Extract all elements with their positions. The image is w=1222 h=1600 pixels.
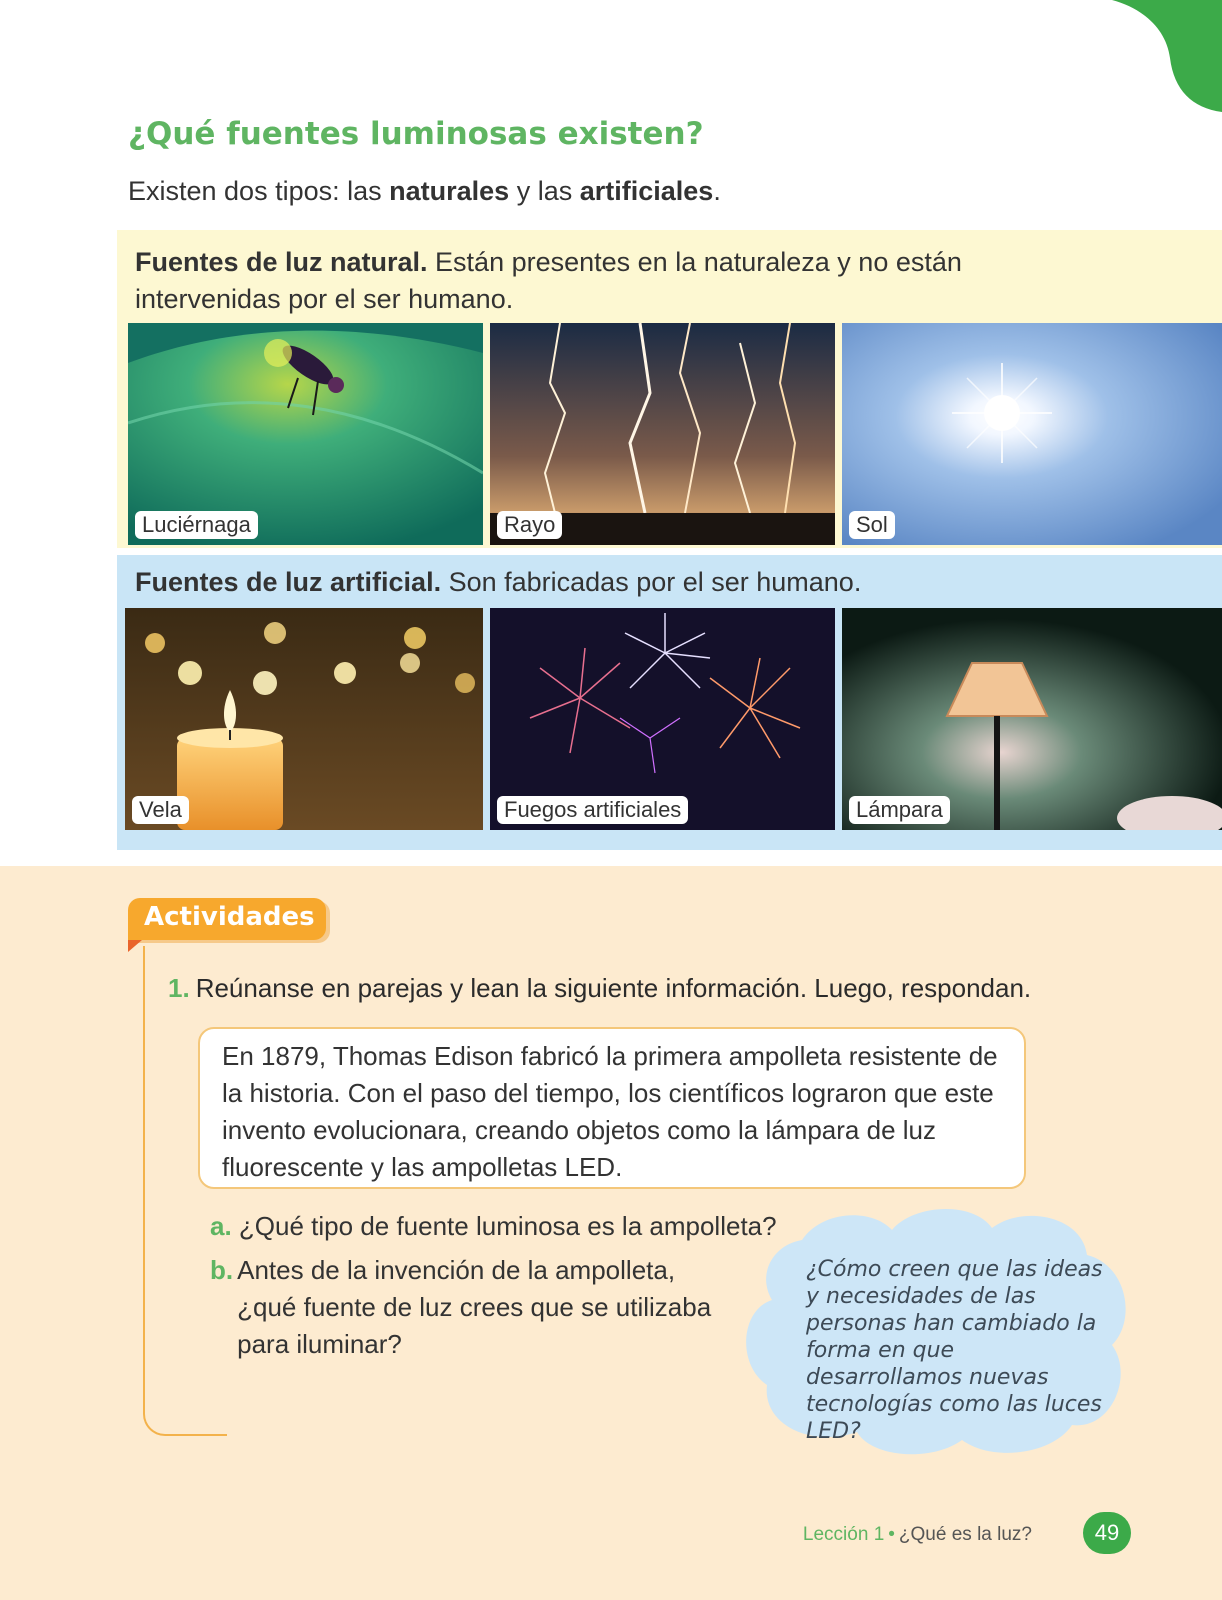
- photo-caption: Vela: [132, 796, 189, 824]
- footer-separator: •: [888, 1524, 895, 1545]
- natural-heading: Fuentes de luz natural. Están presentes en la naturaleza y no están intervenidas por el ser humano.: [135, 247, 962, 314]
- page-title: ¿Qué fuentes luminosas existen?: [128, 116, 704, 152]
- lamp-photo: [842, 608, 1222, 830]
- question-1a: a. ¿Qué tipo de fuente luminosa es la ampolleta?: [210, 1211, 777, 1241]
- page-number: 49: [1083, 1512, 1131, 1554]
- lesson-label: Lección 1: [802, 1524, 885, 1545]
- intro-text: Existen dos tipos: las naturales y las artificiales.: [128, 176, 721, 206]
- page-footer: [803, 1524, 1032, 1546]
- photo-caption: Lámpara: [849, 796, 950, 824]
- lightning-photo: [490, 323, 835, 545]
- lesson-title: ¿Qué es la luz?: [898, 1524, 1032, 1545]
- question-1: 1. Reúnanse en parejas y lean la siguiente información. Luego, respondan.: [168, 973, 1032, 1003]
- info-box: [198, 1027, 1026, 1189]
- photo-caption: Fuegos artificiales: [497, 796, 688, 824]
- artificial-heading: Fuentes de luz artificial. Son fabricadas por el ser humano.: [135, 567, 862, 597]
- photo-caption: Rayo: [497, 511, 562, 539]
- activities-tab: Actividades: [128, 898, 326, 940]
- tab-fold-decoration: [128, 940, 142, 952]
- firefly-photo: [128, 323, 483, 545]
- question-1b: b. Antes de la invención de la ampolleta, ¿qué fuente de luz crees que se utilizaba para iluminar?: [210, 1255, 712, 1359]
- photo-caption: Luciérnaga: [135, 511, 258, 539]
- corner-decoration: [1112, 0, 1222, 112]
- cloud-text: ¿Cómo creen que las ideas y necesidades de las personas han cambiado la forma en que desarrollamos nuevas tecnologías como las luces LED?: [806, 1257, 1103, 1444]
- fireworks-photo: [490, 608, 835, 830]
- photo-caption: Sol: [849, 511, 895, 539]
- info-text: En 1879, Thomas Edison fabricó la primera ampolleta resistente de la historia. Con el paso del tiempo, los científicos lograron que este invento evolucionara, creando objetos como la lámpara de luz fluorescente y las ampolletas LED.: [222, 1041, 998, 1182]
- sun-photo: [842, 323, 1222, 545]
- candle-photo: [125, 608, 483, 830]
